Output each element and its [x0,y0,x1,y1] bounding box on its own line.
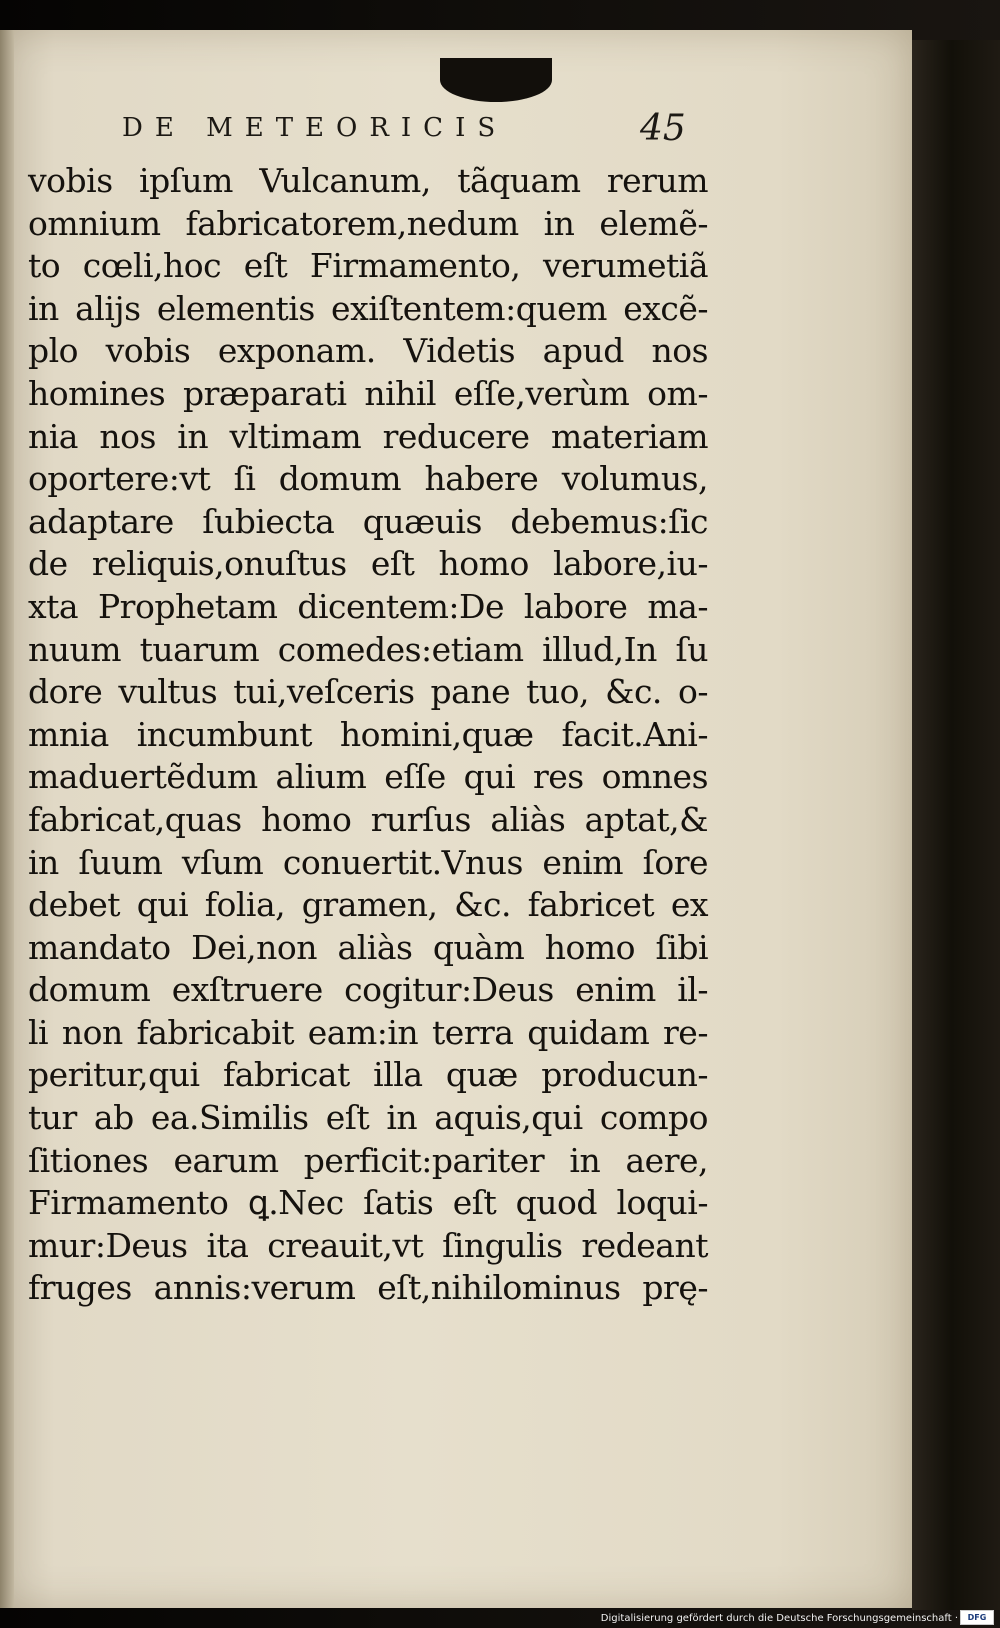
text-line: tur ab ea.Similis eſt in aquis,qui compo [28,1098,708,1138]
text-line: fabricat,quas homo rurſus aliàs aptat,& [28,799,708,839]
text-line: mur:Deus ita creauit,vt ſingulis redeant [28,1225,708,1265]
digitization-credit: Digitalisierung gefördert durch die Deutsche Forschungsgemeinschaft · [600,1613,958,1624]
running-title: DE METEORICIS [122,113,508,143]
text-line: peritur,qui fabricat illa quæ producun- [28,1055,708,1095]
text-line: plo vobis exponam. Videtis apud nos [28,331,708,371]
text-line: Firmamento ꝗ.Nec ſatis eſt quod loqui- [28,1183,708,1223]
dfg-logo [960,1610,994,1625]
text-line: mnia incumbunt homini,quæ facit.Ani- [28,714,708,754]
text-line: omnium fabricatorem,nedum in elemẽ- [28,203,708,243]
page-number: 45 [640,108,686,149]
text-line: vobis ipſum Vulcanum, tãquam rerum [28,161,708,200]
page-gutter-edge [0,30,14,1608]
text-line: fruges annis:verum eſt,nihilominus prę- [28,1268,708,1308]
text-line: xta Prophetam dicentem:De labore ma- [28,586,708,626]
text-line: ſitiones earum perficit:pariter in aere, [28,1140,708,1180]
text-line: oportere:vt ſi domum habere volumus, [28,459,708,499]
text-line: in ſuum vſum conuertit.Vnus enim ſore [28,842,708,882]
text-line: nia nos in vltimam reducere materiam [28,416,708,456]
text-line: maduertẽdum alium eſſe qui res omnes [28,757,708,797]
text-line: adaptare ſubiecta quæuis debemus:ſic [28,501,708,541]
text-line: homines præparati nihil eſſe,verùm om- [28,373,708,413]
text-line: de reliquis,onuſtus eſt homo labore,iu- [28,544,708,584]
book-binding-edge [912,40,1000,1610]
text-line: in alijs elementis exiſtentem:quem excẽ- [28,288,708,328]
text-line: to cœli,hoc eſt Firmamento, verumetiã [28,246,708,286]
text-line: nuum tuarum comedes:etiam illud,In ſu [28,629,708,669]
text-line: domum exſtruere cogitur:Deus enim il- [28,970,708,1010]
binding-stain [440,58,552,102]
text-line: mandato Dei,non aliàs quàm homo ſibi [28,927,708,967]
dfg-logo-text: DFG [967,1613,987,1622]
text-line: dore vultus tui,veſceris pane tuo, &c. o- [28,672,708,712]
body-text [28,160,708,1310]
text-line: debet qui folia, gramen, &c. fabricet ex [28,885,708,925]
text-line: li non fabricabit eam:in terra quidam re- [28,1012,708,1052]
